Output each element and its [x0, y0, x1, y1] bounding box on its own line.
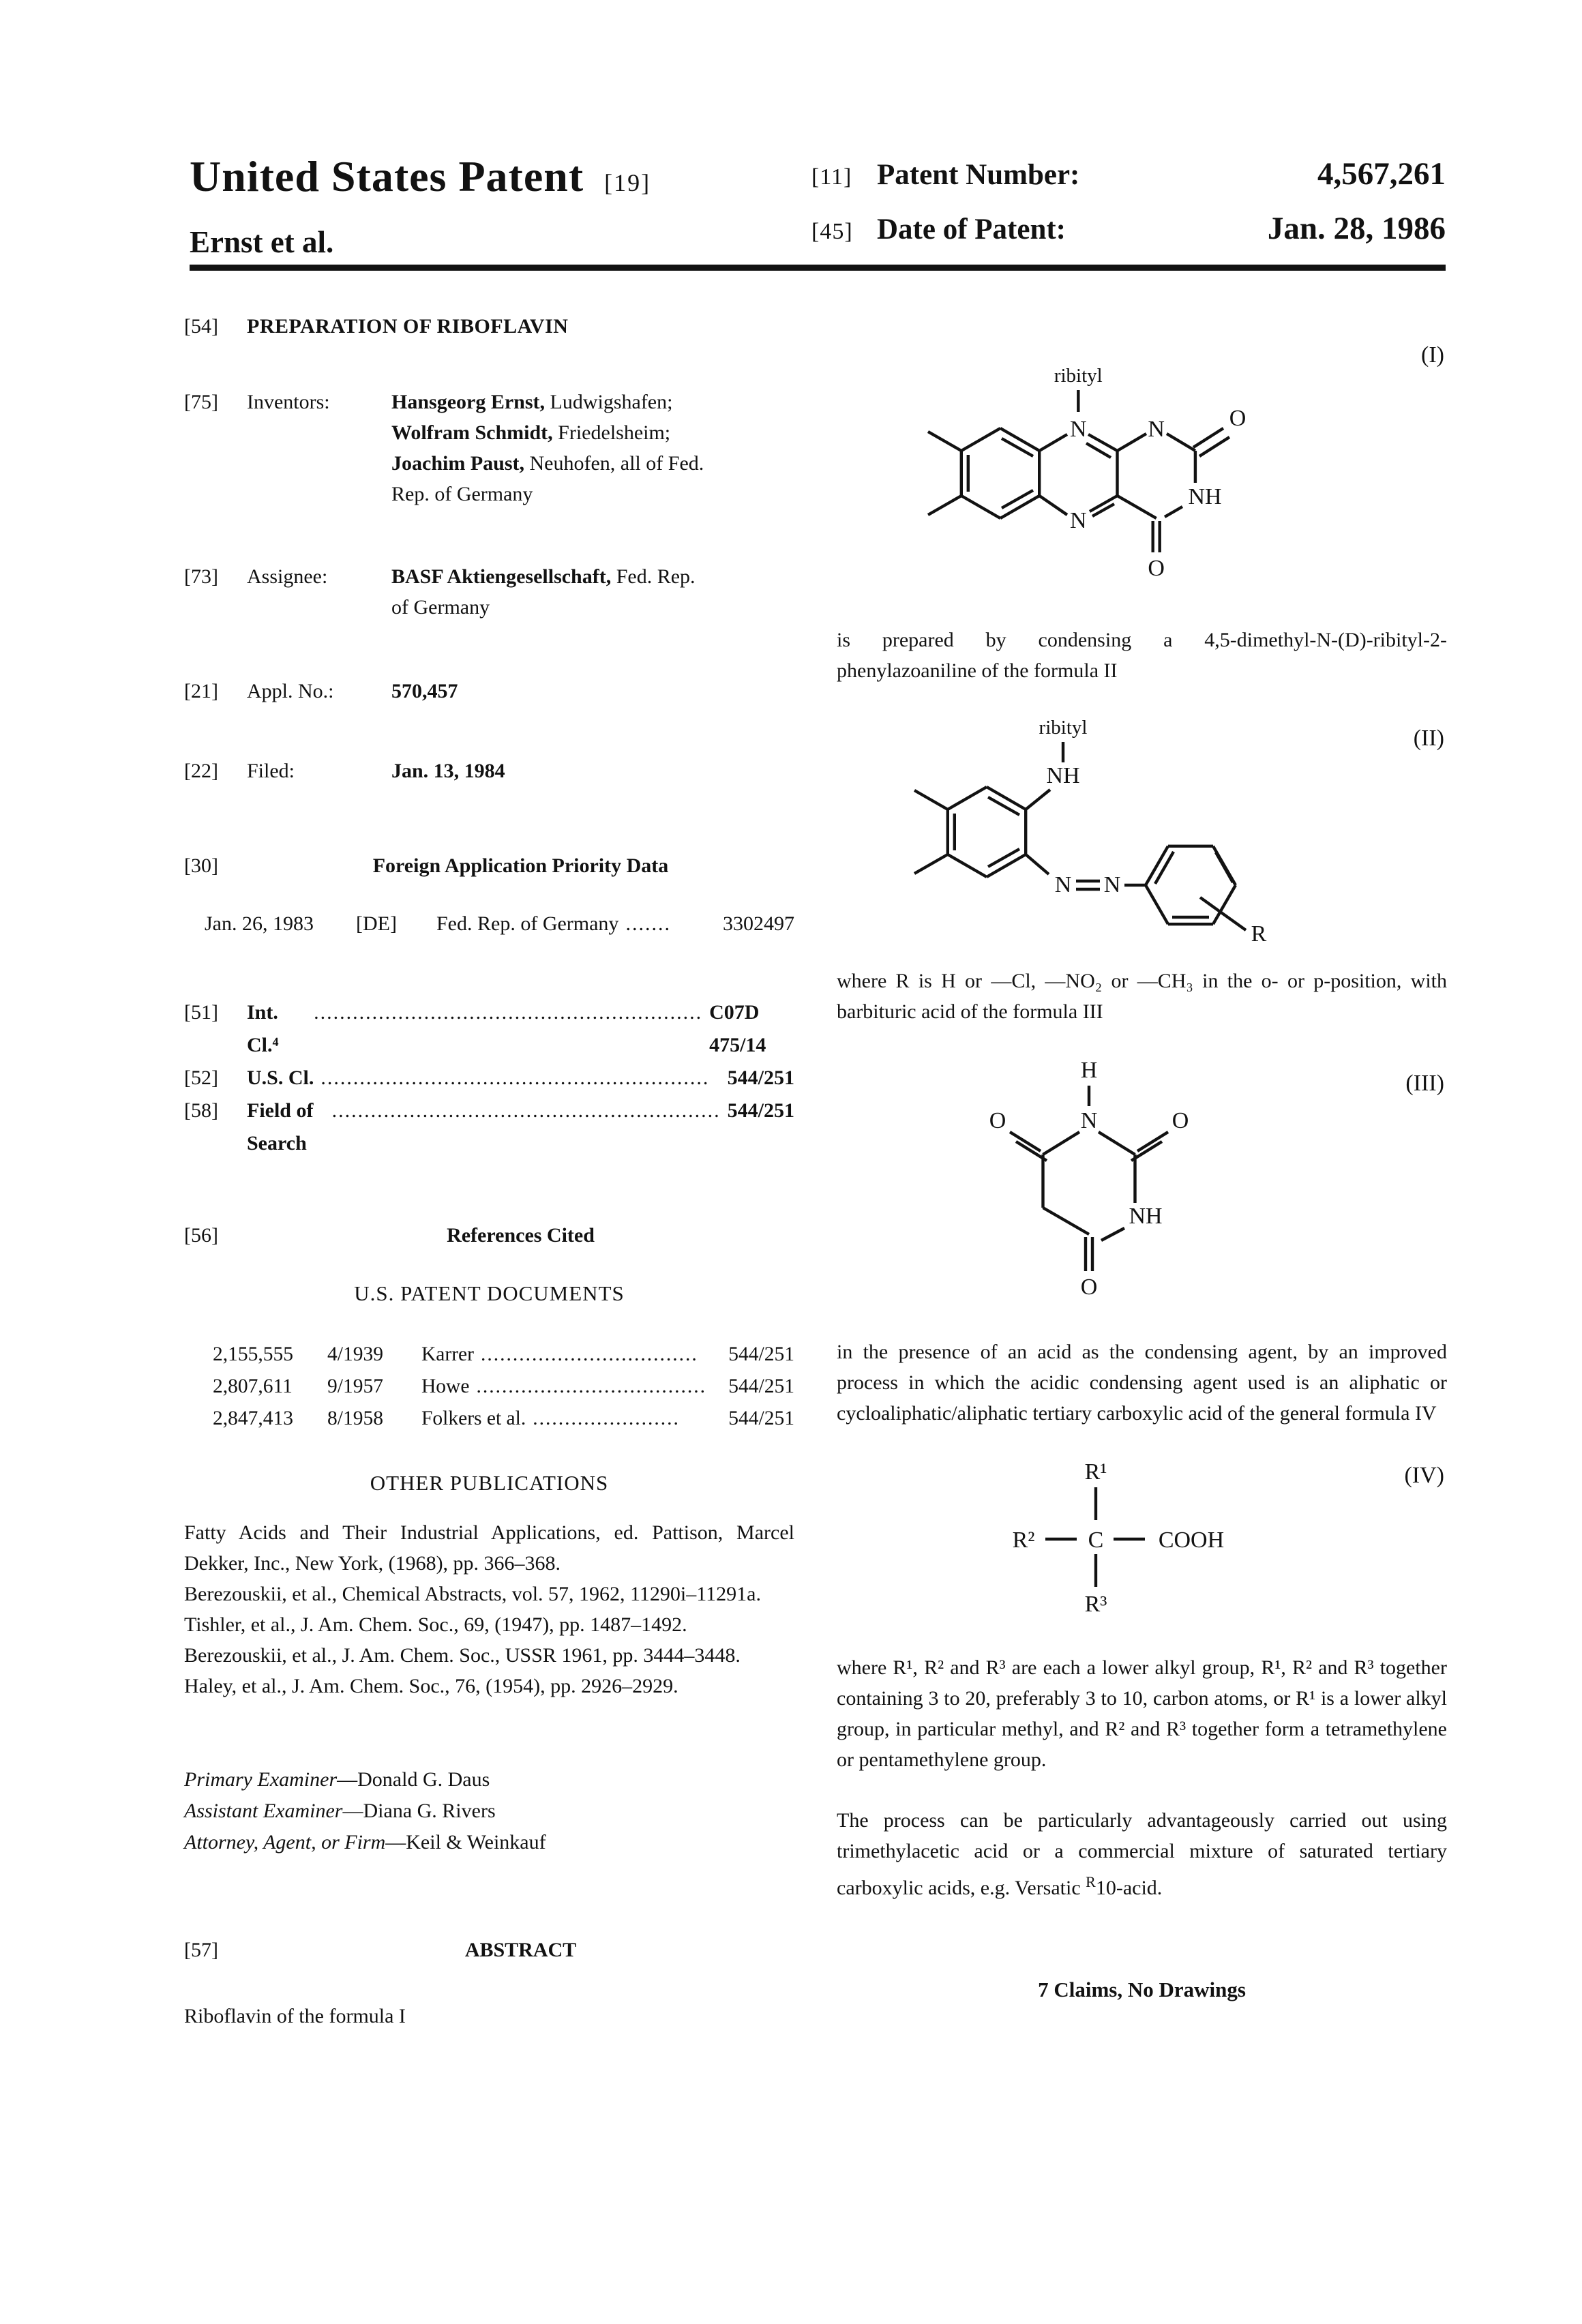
other-publications-list: [184, 1517, 794, 1701]
n-atom-label: N: [1080, 1108, 1098, 1133]
int-cl-row: [184, 996, 794, 1062]
priority-country-tag: [DE]: [356, 912, 397, 935]
inventors-line: Hansgeorg Ernst, Ludwigshafen;: [391, 391, 673, 413]
inventors-row: [184, 387, 794, 509]
patent-number-label: Patent Number:: [877, 159, 1080, 191]
patent-date-tag: [45]: [811, 219, 853, 244]
n-atom-label: N: [1148, 417, 1165, 442]
ref-number: 2,847,413: [213, 1407, 293, 1429]
n-atom-label: N: [1054, 872, 1072, 897]
formula-iii-block: [837, 1047, 1447, 1315]
r1-group-label: R¹: [1084, 1459, 1107, 1485]
appl-no-label: Appl. No.:: [247, 680, 334, 702]
field-of-search-dots: ............................................................: [331, 1099, 721, 1122]
priority-heading: Foreign Application Priority Data: [372, 854, 669, 877]
header-divider: [190, 265, 1446, 271]
patent-number-row: [811, 155, 1446, 192]
publication-item: Berezouskii, et al., J. Am. Chem. Soc., USSR 1961, pp. 3444–3448.: [184, 1644, 741, 1667]
formula-ii-bonds: [914, 742, 1246, 930]
priority-country: Fed. Rep. of Germany: [436, 912, 619, 935]
inventors-line: Rep. of Germany: [391, 483, 533, 505]
n-atom-label: N: [1070, 417, 1087, 442]
abstract-heading: ABSTRACT: [464, 1939, 577, 1961]
reference-row: [184, 1339, 794, 1371]
ref-class: 544/251: [728, 1375, 794, 1397]
header-left: [190, 153, 651, 265]
field-of-search-tag: [58]: [184, 1099, 218, 1122]
right-column: [837, 306, 1447, 2031]
reference-row: [184, 1403, 794, 1435]
patent-number-value: 4,567,261: [1317, 156, 1446, 192]
field-of-search-label: Field of Search: [247, 1099, 314, 1154]
nh-group-label: NH: [1188, 484, 1222, 509]
filed-value: Jan. 13, 1984: [391, 760, 505, 782]
publication-item: Berezouskii, et al., Chemical Abstracts, vol. 57, 1962, 11290i–11291a.: [184, 1583, 761, 1605]
priority-data-row: [184, 908, 794, 939]
inventors-label: Inventors:: [247, 391, 330, 413]
invention-title-tag: [54]: [184, 315, 218, 338]
appl-no-tag: [21]: [184, 680, 218, 702]
n-atom-label: N: [1070, 508, 1087, 533]
h-atom-label: H: [1080, 1058, 1098, 1083]
filed-row: [184, 756, 794, 786]
ref-dots: ..................................: [480, 1343, 698, 1365]
ref-name: Folkers et al.: [421, 1407, 526, 1429]
ribityl-label: ribityl: [1039, 717, 1088, 739]
formula-i-atom-labels: [1054, 365, 1246, 581]
field-of-search-row: [184, 1094, 794, 1160]
formula-i-number: (I): [1421, 342, 1444, 368]
header: [190, 153, 1446, 265]
registered-superscript: R: [1086, 1873, 1096, 1890]
us-cl-tag: [52]: [184, 1067, 218, 1089]
o-atom-label: O: [1080, 1275, 1098, 1300]
patent-date-label: Date of Patent:: [877, 213, 1066, 245]
assignee-line: of Germany: [391, 596, 490, 619]
ribityl-label: ribityl: [1054, 365, 1103, 387]
formula-iv-structure: [884, 1444, 1362, 1628]
us-patent-documents-heading: U.S. PATENT DOCUMENTS: [354, 1281, 625, 1305]
paragraph-alkyl-definition: where R¹, R² and R³ are each a lower alkyl group, R¹, R² and R³ together containing 3 to 20, preferably 3 to 10, carbon atoms, or R¹ is a lower alkyl group, in particular methyl, and R² and R³ together form a tetramethylene or pentamethylene group.: [837, 1656, 1447, 1771]
page-title-text: United States Patent: [190, 152, 584, 200]
invention-title-row: [184, 311, 794, 342]
n-atom-label: N: [1103, 872, 1121, 897]
priority-leader-dots: .......: [625, 912, 671, 935]
ref-number: 2,807,611: [213, 1375, 293, 1397]
filed-label: Filed:: [247, 760, 295, 782]
invention-title: PREPARATION OF RIBOFLAVIN: [247, 315, 569, 338]
formula-i-structure: [884, 315, 1362, 601]
abstract-tag: [57]: [184, 1939, 218, 1961]
document-body: [184, 306, 1447, 2031]
int-cl-value: C07D 475/14: [709, 1001, 766, 1056]
references-heading: References Cited: [447, 1224, 595, 1247]
ref-class: 544/251: [728, 1407, 794, 1429]
field-of-search-value: 544/251: [727, 1099, 794, 1122]
ref-dots: .......................: [533, 1407, 680, 1429]
paragraph-versatic: The process can be particularly advantageously carried out using trimethylacetic acid or a commercial mixture of saturated tertiary carboxylic acids, e.g. Versatic $^R$10-acid.: [837, 1809, 1447, 1899]
us-cl-row: [184, 1062, 794, 1094]
c-atom-label: C: [1088, 1528, 1104, 1553]
us-cl-label: U.S. Cl.: [247, 1067, 314, 1089]
appl-no-value: 570,457: [391, 680, 458, 702]
ref-dots: ....................................: [476, 1375, 706, 1397]
header-right: [811, 153, 1446, 265]
o-atom-label: O: [1148, 556, 1165, 581]
priority-heading-row: [184, 850, 794, 881]
ref-date: 4/1939: [327, 1343, 383, 1365]
ref-class: 544/251: [728, 1343, 794, 1365]
inventors-value: [391, 387, 794, 509]
filed-tag: [22]: [184, 760, 218, 782]
abstract-text: Riboflavin of the formula I: [184, 2005, 406, 2027]
inventors-line: Wolfram Schmidt, Friedelsheim;: [391, 421, 671, 444]
int-cl-dots: ............................................................: [314, 1001, 703, 1024]
assignee-row: [184, 561, 794, 623]
formula-iv-number: (IV): [1404, 1463, 1444, 1488]
cooh-group-label: COOH: [1158, 1528, 1225, 1553]
publication-item: Fatty Acids and Their Industrial Applications, ed. Pattison, Marcel Dekker, Inc., New York, (1968), pp. 366–368.: [184, 1521, 794, 1575]
ref-number: 2,155,555: [213, 1343, 293, 1365]
examiner-block: [184, 1764, 794, 1858]
priority-date: Jan. 26, 1983: [205, 912, 314, 935]
priority-number: 3302497: [723, 912, 794, 935]
paragraph-r-definition: where R is H or —Cl, —NO₂ or —CH₃ in the o- or p-position, with barbituric acid of the formula III: [837, 970, 1447, 1023]
formula-ii-structure: [884, 705, 1362, 947]
r-substituent-label: R: [1251, 921, 1267, 947]
us-cl-dots: ............................................................: [320, 1067, 710, 1089]
assignee-value: [391, 561, 794, 623]
left-column: [184, 306, 794, 2031]
o-atom-label: O: [1171, 1108, 1189, 1133]
r2-group-label: R²: [1012, 1528, 1035, 1553]
other-publications-heading: OTHER PUBLICATIONS: [370, 1471, 609, 1495]
classification-block: [184, 996, 794, 1160]
int-cl-tag: [51]: [184, 1001, 218, 1024]
paragraph-acid-agent: in the presence of an acid as the condensing agent, by an improved process in which the acidic condensing agent used is an aliphatic or cycloaliphatic/aliphatic tertiary carboxylic acid of the general formula IV: [837, 1341, 1447, 1425]
int-cl-label: Int. Cl.⁴: [247, 1001, 279, 1056]
priority-tag: [30]: [184, 854, 218, 877]
nh-group-label: NH: [1046, 763, 1080, 788]
claims-summary: 7 Claims, No Drawings: [1038, 1978, 1246, 2001]
ref-date: 9/1957: [327, 1375, 383, 1397]
inventors-line: Joachim Paust, Neuhofen, all of Fed.: [391, 452, 704, 475]
primary-examiner-line: Primary Examiner—Donald G. Daus: [184, 1768, 490, 1791]
formula-i-block: [837, 315, 1447, 607]
assignee-tag: [73]: [184, 565, 218, 588]
attorney-line: Attorney, Agent, or Firm—Keil & Weinkauf: [184, 1831, 546, 1853]
patent-date-value: Jan. 28, 1986: [1267, 211, 1446, 246]
assignee-line: BASF Aktiengesellschaft, Fed. Rep.: [391, 565, 696, 588]
ref-name: Howe: [421, 1375, 470, 1397]
assignee-label: Assignee:: [247, 565, 328, 588]
references-tag: [56]: [184, 1224, 218, 1247]
patent-number-tag: [11]: [811, 164, 852, 190]
publication-item: Haley, et al., J. Am. Chem. Soc., 76, (1954), pp. 2926–2929.: [184, 1675, 678, 1697]
o-atom-label: O: [1229, 406, 1247, 431]
author-line: Ernst et al.: [190, 225, 334, 259]
nh-group-label: NH: [1129, 1204, 1163, 1229]
reference-row: [184, 1371, 794, 1403]
us-cl-value: 544/251: [727, 1067, 794, 1089]
formula-ii-atom-labels: [1039, 717, 1267, 947]
publication-item: Tishler, et al., J. Am. Chem. Soc., 69, (1947), pp. 1487–1492.: [184, 1613, 687, 1636]
abstract-heading-row: [184, 1935, 794, 1965]
formula-iv-block: [837, 1444, 1447, 1629]
kind-code: [19]: [604, 169, 651, 196]
appl-no-row: [184, 676, 794, 706]
r3-group-label: R³: [1084, 1592, 1107, 1617]
formula-iii-structure: [884, 1047, 1362, 1313]
us-patent-documents-table: [184, 1339, 794, 1435]
paragraph-condensing: is prepared by condensing a 4,5-dimethyl-N-(D)-ribityl-2-phenylazoaniline of the formula II: [837, 629, 1447, 682]
inventors-tag: [75]: [184, 391, 218, 413]
formula-ii-block: [837, 705, 1447, 945]
page-title: [190, 153, 651, 207]
ref-date: 8/1958: [327, 1407, 383, 1429]
assistant-examiner-line: Assistant Examiner—Diana G. Rivers: [184, 1800, 496, 1822]
references-heading-row: [184, 1220, 794, 1251]
patent-date-row: [811, 210, 1446, 247]
formula-iii-number: (III): [1405, 1071, 1444, 1096]
o-atom-label: O: [989, 1108, 1006, 1133]
formula-ii-number: (II): [1413, 726, 1444, 751]
ref-name: Karrer: [421, 1343, 474, 1365]
